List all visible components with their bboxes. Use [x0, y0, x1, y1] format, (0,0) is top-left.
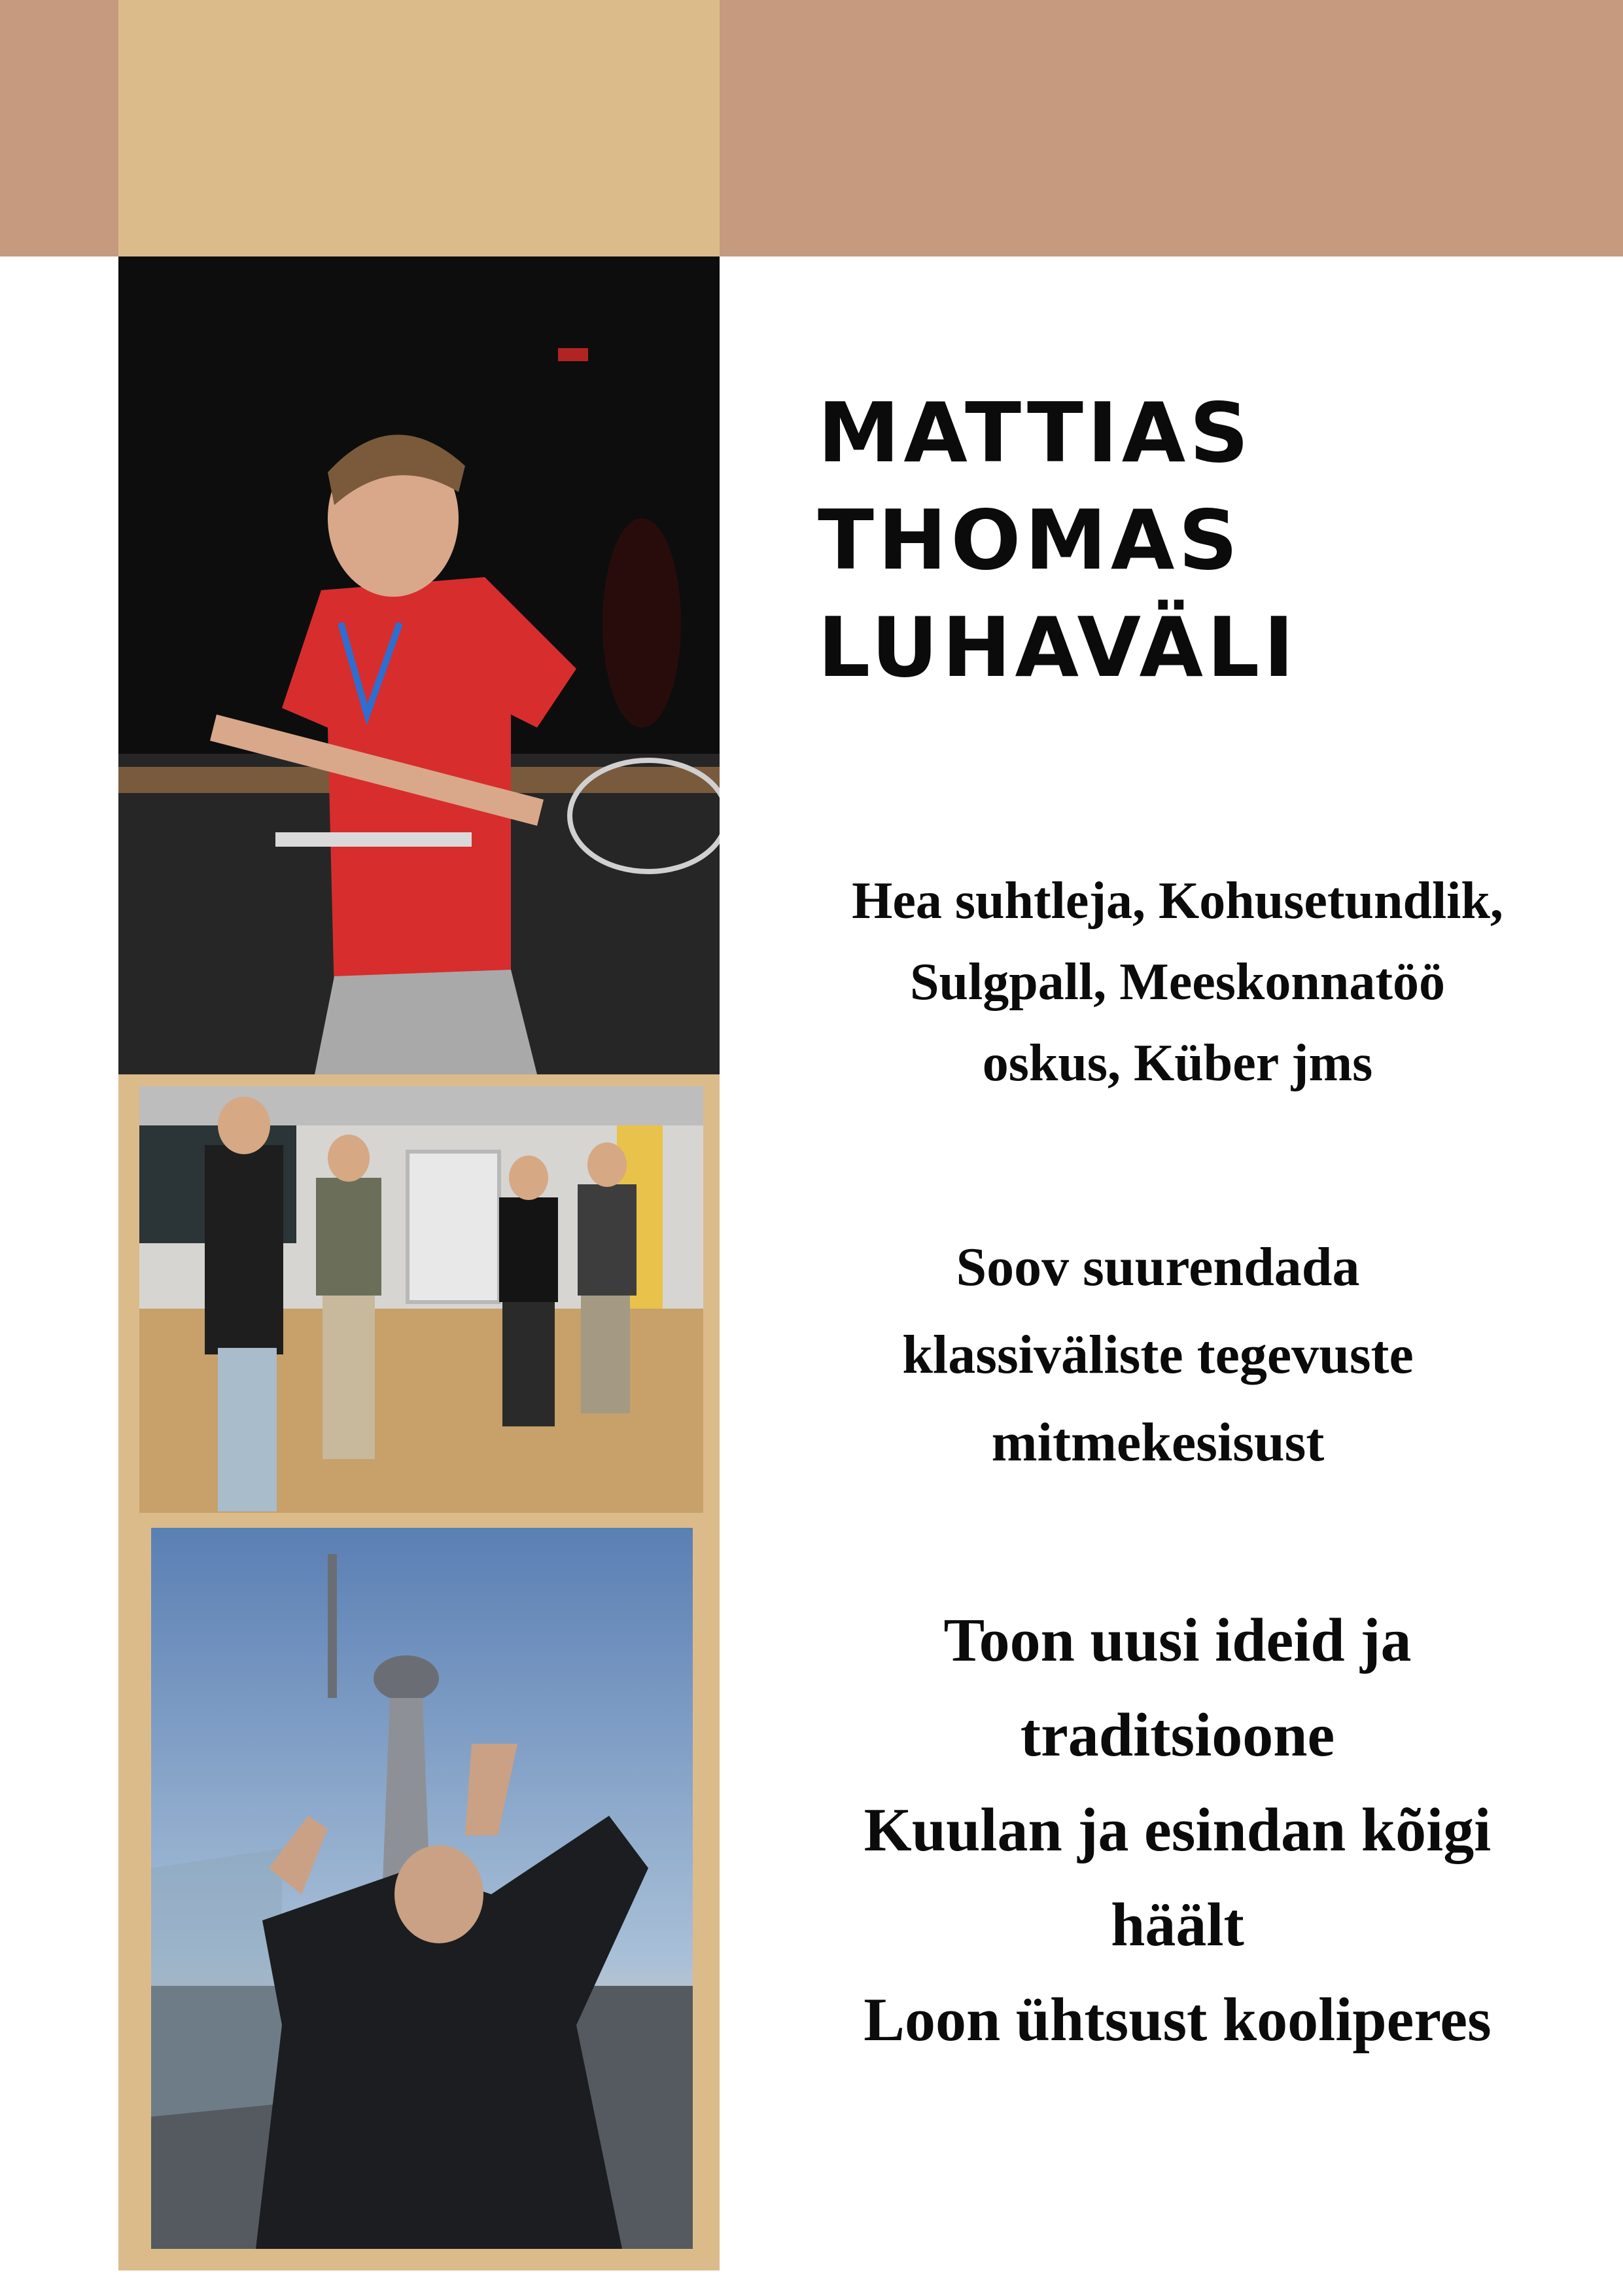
name-line-middle: THOMAS [818, 492, 1242, 588]
traits-line: oskus, Küber jms [982, 1034, 1373, 1092]
goals-text [772, 1593, 1583, 2068]
traits-line: Hea suhtleja, Kohusetundlik, [852, 872, 1503, 930]
badminton-photo [118, 256, 720, 1074]
goals-line: Loon ühtsust kooliperes [864, 1986, 1492, 2054]
header-band-left [0, 0, 118, 256]
name-line-first: MATTIAS [818, 385, 1253, 481]
name-line-last: LUHAVÄLI [818, 599, 1299, 696]
traits-text [772, 860, 1583, 1104]
header-band-middle [118, 0, 720, 256]
traits-line: Sulgpall, Meeskonnatöö [910, 953, 1445, 1011]
wish-line: mitmekesisust [991, 1412, 1325, 1473]
goals-line: traditsioone [1020, 1701, 1335, 1769]
goals-line: Kuulan ja esindan kõigi [864, 1796, 1492, 1864]
goals-line: Toon uusi ideid ja [943, 1606, 1412, 1674]
header-band-right [720, 0, 1623, 256]
goals-line: häält [1111, 1891, 1244, 1959]
wish-line: klassiväliste tegevuste [902, 1324, 1414, 1385]
wish-text [772, 1224, 1544, 1487]
group-photo [139, 1086, 703, 1513]
tv-tower-photo [151, 1528, 693, 2249]
candidate-name [818, 380, 1570, 701]
wish-line: Soov suurendada [956, 1237, 1360, 1298]
